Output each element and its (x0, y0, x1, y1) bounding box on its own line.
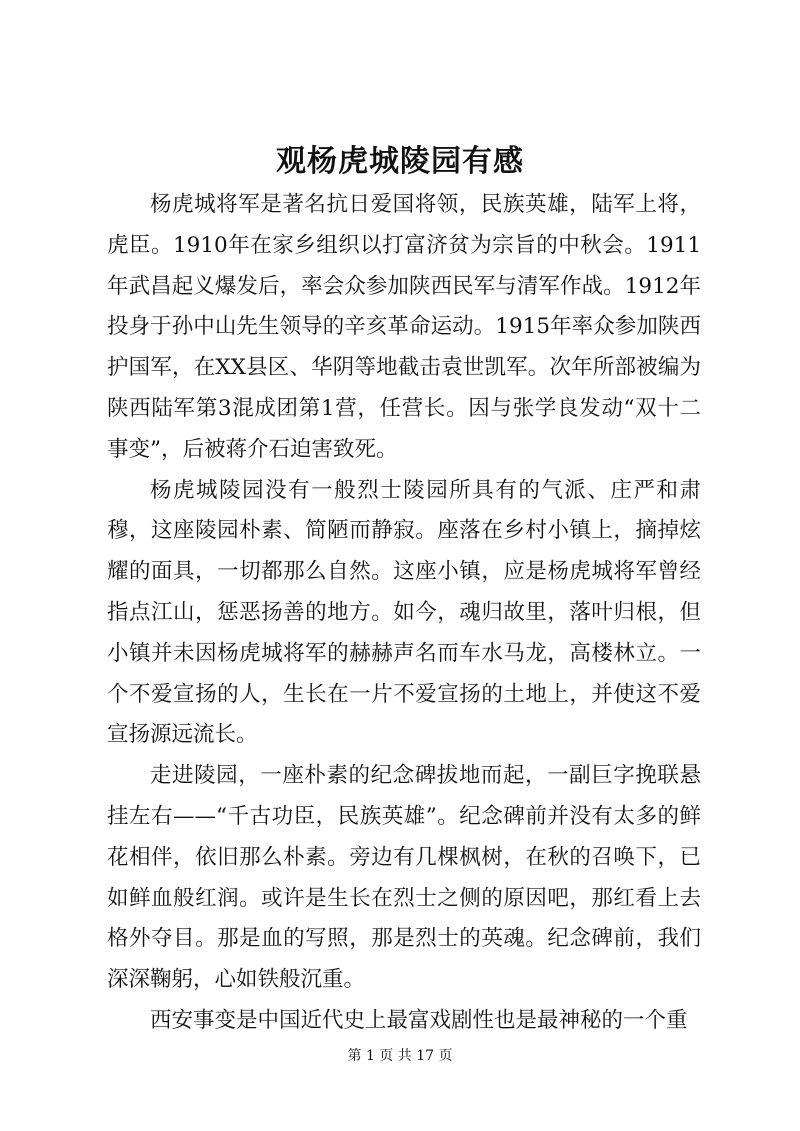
paragraph-4: 西安事变是中国近代史上最富戏剧性也是最神秘的一个重 (150, 1007, 688, 1033)
document-title: 观杨虎城陵园有感 (276, 144, 524, 179)
paragraph-2: 杨虎城陵园没有一般烈士陵园所具有的气派、庄严和肃穆，这座陵园朴素、简陋而静寂。座落在乡村小镇上，摘掉炫耀的面具，一切都那么自然。这座小镇，应是杨虎城将军曾经指点江山，惩恶扬善的地方。如今，魂归故里，落叶归根，但小镇并未因杨虎城将军的赫赫声名而车水马龙，高楼林立。一个不爱宣扬的人，生长在一片不爱宣扬的土地上，并使这不爱宣扬源远流长。 (107, 477, 701, 748)
document-body (107, 185, 701, 1042)
paragraph-1: 杨虎城将军是著名抗日爱国将领，民族英雄，陆军上将，虎臣。1910年在家乡组织以打富济贫为宗旨的中秋会。1911年武昌起义爆发后，率会众参加陕西民军与清军作战。1912年投身于孙中山先生领导的辛亥革命运动。1915年率众参加陕西护国军，在XX县区、华阴等地截击袁世凯军。次年所部被编为陕西陆军第3混成团第1营，任营长。因与张学良发动“双十二事变”，后被蒋介石迫害致死。 (107, 192, 701, 462)
paragraph-3: 走进陵园，一座朴素的纪念碑拔地而起，一副巨字挽联悬挂左右——“千古功臣，民族英雄”。纪念碑前并没有太多的鲜花相伴，依旧那么朴素。旁边有几棵枫树，在秋的召唤下，已如鲜血般红润。或许是生长在烈士之侧的原因吧，那红看上去格外夺目。那是血的写照，那是烈士的英魂。纪念碑前，我们深深鞠躬，心如铁般沉重。 (107, 763, 701, 993)
page-footer: 第 1 页 共 17 页 (347, 1048, 453, 1064)
